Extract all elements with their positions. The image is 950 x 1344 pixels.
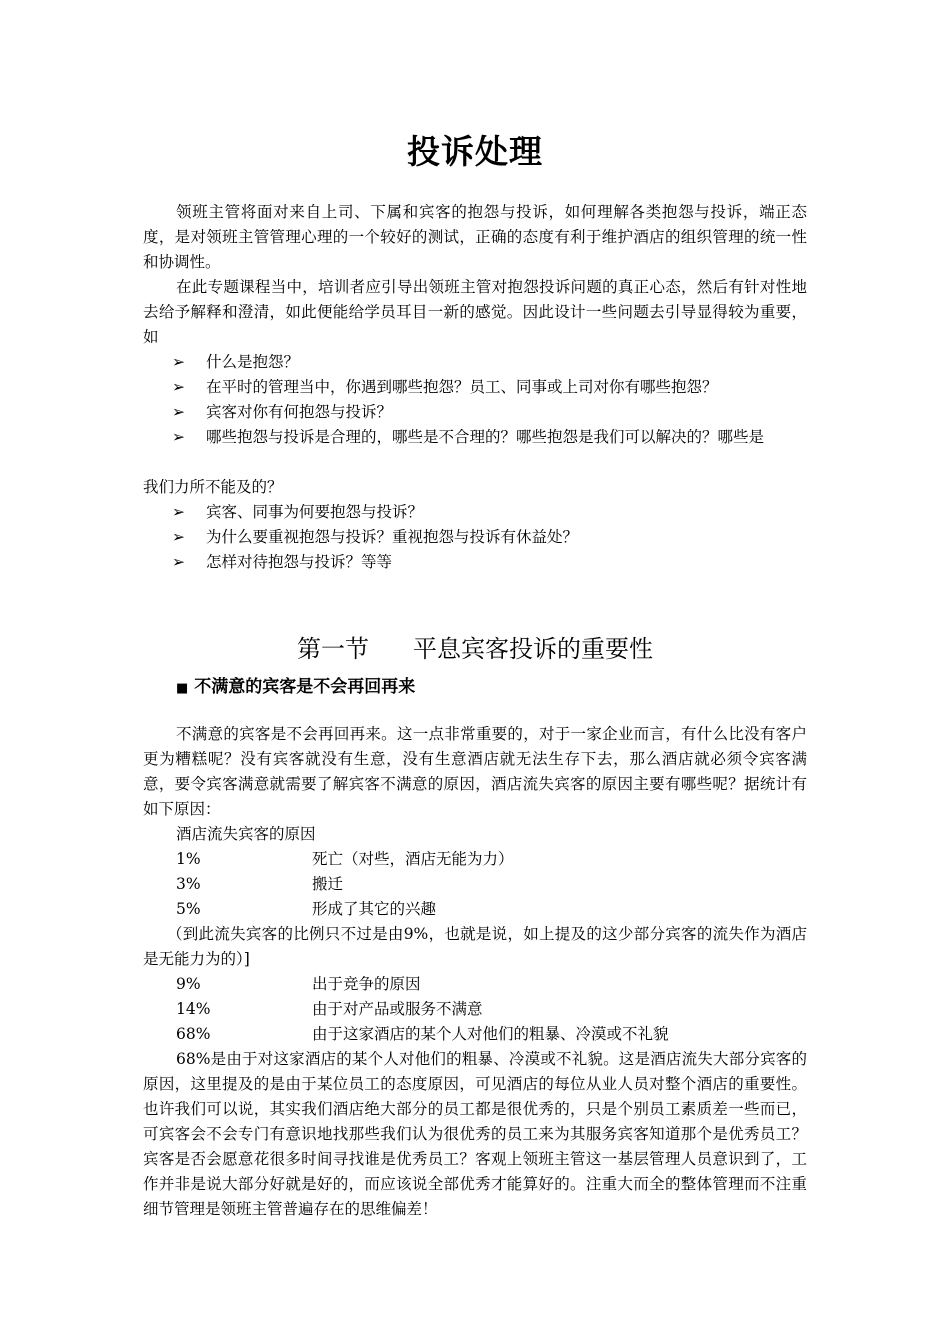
arrow-bullet-icon: ➢ <box>172 403 185 421</box>
section-label: 第一节 <box>297 635 369 663</box>
loss-note: （到此流失宾客的比例只不过是由9%，也就是说，如上提及的这少部分宾客的流失作为酒店是无能力为的）] <box>143 925 807 968</box>
question-text: 什么是抱怨？ <box>206 353 300 371</box>
arrow-bullet-icon: ➢ <box>172 428 185 446</box>
table-caption: 酒店流失宾客的原因 <box>176 825 316 843</box>
section-paragraph-1: 不满意的宾客是不会再回再来。这一点非常重要的，对于一家企业而言，有什么比没有客户更为糟糕呢？没有宾客就没有生意，没有生意酒店就无法生存下去，那么酒店就必须令宾客满意，要令宾客满意就需要了解宾客不满意的原因，酒店流失宾客的原因主要有哪些呢？据统计有如下原因： <box>143 725 807 818</box>
question-text: 宾客对你有何抱怨与投诉？ <box>206 403 393 421</box>
question-text: 在平时的管理当中，你遇到哪些抱怨？员工、同事或上司对你有哪些抱怨？ <box>206 378 718 396</box>
reason-percent: 1% <box>176 850 201 868</box>
subheading-text: 不满意的宾客是不会再回再来 <box>194 677 416 697</box>
question-text: 哪些抱怨与投诉是合理的，哪些是不合理的？哪些抱怨是我们可以解决的？哪些是 <box>206 428 765 446</box>
arrow-bullet-icon: ➢ <box>172 528 185 546</box>
question-text: 怎样对待抱怨与投诉？等等 <box>206 553 393 571</box>
reason-percent: 9% <box>176 975 201 993</box>
square-bullet-icon: ■ <box>176 681 189 696</box>
arrow-bullet-icon: ➢ <box>172 378 185 396</box>
section-heading <box>0 632 950 666</box>
reason-percent: 3% <box>176 875 201 893</box>
intro-paragraph-2: 在此专题课程当中，培训者应引导出领班主管对抱怨投诉问题的真正心态，然后有针对性地去给予解释和澄清，如此便能给学员耳目一新的感觉。因此设计一些问题去引导显得较为重要，如 <box>143 278 807 346</box>
reason-text: 由于这家酒店的某个人对他们的粗暴、冷漠或不礼貌 <box>312 1025 669 1043</box>
arrow-bullet-icon: ➢ <box>172 553 185 571</box>
arrow-bullet-icon: ➢ <box>172 353 185 371</box>
intro-paragraph-1: 领班主管将面对来自上司、下属和宾客的抱怨与投诉，如何理解各类抱怨与投诉，端正态度，是对领班主管管理心理的一个较好的测试，正确的态度有利于维护酒店的组织管理的统一性和协调性。 <box>143 203 807 271</box>
document-title: 投诉处理 <box>407 132 543 171</box>
reason-text: 死亡（对些，酒店无能为力） <box>312 850 514 868</box>
question-text: 为什么要重视抱怨与投诉？重视抱怨与投诉有休益处？ <box>206 528 579 546</box>
subheading <box>176 674 415 702</box>
reason-percent: 5% <box>176 900 201 918</box>
reason-percent: 68% <box>176 1025 211 1043</box>
reason-text: 形成了其它的兴趣 <box>312 900 437 918</box>
section-paragraph-2: 68%是由于对这家酒店的某个人对他们的粗暴、冷漠或不礼貌。这是酒店流失大部分宾客的原因，这里提及的是由于某位员工的态度原因，可见酒店的每位从业人员对整个酒店的重要性。也许我们可以说，其实我们酒店绝大部分的员工都是很优秀的，只是个别员工素质差一些而已，可宾客会不会专门有意识地找那些我们认为很优秀的员工来为其服务宾客知道那个是优秀员工？宾客是否会愿意花很多时间寻找谁是优秀员工？客观上领班主管这一基层管理人员意识到了，工作并非是说大部分好就是好的，而应该说全部优秀才能算好的。注重大而全的整体管理而不注重细节管理是领班主管普遍存在的思维偏差！ <box>143 1050 807 1218</box>
section-title: 平息宾客投诉的重要性 <box>413 635 653 663</box>
arrow-bullet-icon: ➢ <box>172 503 185 521</box>
question-text: 宾客、同事为何要抱怨与投诉？ <box>206 503 424 521</box>
reason-text: 出于竞争的原因 <box>312 975 421 993</box>
question-continuation: 我们力所不能及的？ <box>143 478 283 496</box>
reason-percent: 14% <box>176 1000 211 1018</box>
reason-text: 搬迁 <box>312 875 344 893</box>
reason-text: 由于对产品或服务不满意 <box>312 1000 483 1018</box>
